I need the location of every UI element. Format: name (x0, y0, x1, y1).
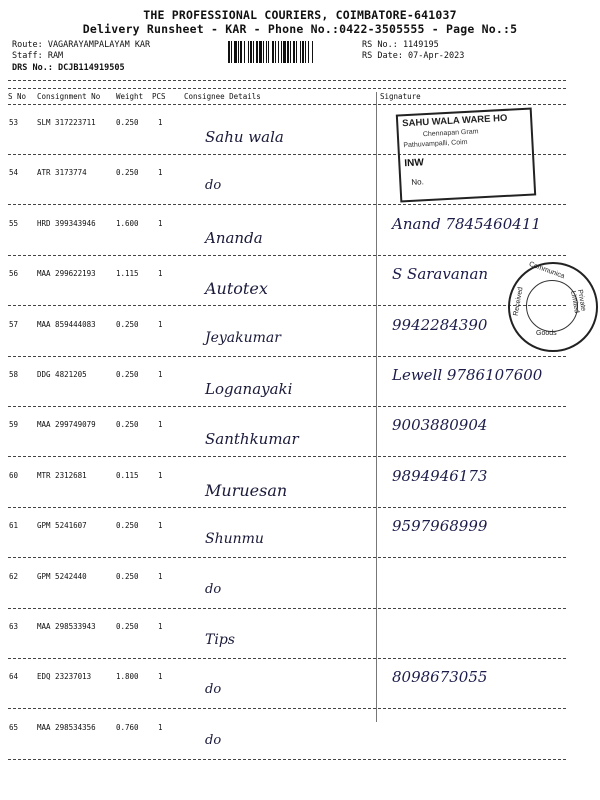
row-consignment: GPM 5241607 (37, 521, 87, 530)
row-consignee: Shunmu (205, 531, 264, 547)
row-pcs: 1 (158, 320, 163, 329)
row-consignment: SLM 317223711 (37, 118, 96, 127)
col-weight: Weight (116, 92, 144, 101)
row-weight: 0.250 (116, 420, 139, 429)
seal-inner-ring (526, 280, 578, 332)
row-signature: 9003880904 (392, 416, 488, 434)
warehouse-stamp (396, 108, 536, 203)
col-consignee: Consignee Details (184, 92, 261, 101)
row-sno: 62 (9, 572, 19, 581)
row-pcs: 1 (158, 219, 163, 228)
drs-number: DRS No.: DCJB114919505 (12, 63, 125, 73)
col-pcs: PCS (152, 92, 166, 101)
seal-text: Goods (536, 330, 557, 337)
row-sno: 56 (9, 269, 19, 278)
column-divider (8, 104, 566, 105)
row-consignment: GPM 5242440 (37, 572, 87, 581)
row-sno: 59 (9, 420, 19, 429)
row-signature: 9942284390 (392, 316, 488, 334)
row-pcs: 1 (158, 370, 163, 379)
row-consignee: Ananda (205, 229, 263, 247)
row-divider (8, 759, 566, 760)
row-divider (8, 507, 566, 508)
row-pcs: 1 (158, 521, 163, 530)
row-weight: 0.250 (116, 622, 139, 631)
row-consignment: MAA 298534356 (37, 723, 96, 732)
row-consignee: Tips (205, 632, 235, 648)
barcode (228, 41, 356, 63)
row-weight: 0.250 (116, 521, 139, 530)
stamp-line: Pathuvampalli, Coim (403, 138, 468, 150)
seal-text: Private Limited (569, 289, 587, 314)
row-pcs: 1 (158, 471, 163, 480)
row-pcs: 1 (158, 168, 163, 177)
row-consignee: do (205, 682, 222, 697)
row-consignee: do (205, 733, 222, 748)
row-consignee: Autotex (205, 279, 268, 298)
row-weight: 0.250 (116, 168, 139, 177)
row-consignment: MTR 2312681 (37, 471, 87, 480)
header-divider (8, 80, 566, 81)
row-sno: 53 (9, 118, 19, 127)
seal-text: Received (512, 286, 525, 317)
rs-number: RS No.: 1149195 (362, 40, 439, 50)
col-signature: Signature (380, 92, 421, 101)
row-sno: 54 (9, 168, 19, 177)
row-divider (8, 708, 566, 709)
row-consignment: MAA 859444083 (37, 320, 96, 329)
row-signature: 9894946173 (392, 467, 488, 485)
row-divider (8, 305, 566, 306)
row-consignee: Loganayaki (205, 380, 293, 398)
barcode-bar (313, 41, 315, 63)
row-weight: 0.250 (116, 370, 139, 379)
row-divider (8, 456, 566, 457)
row-weight: 0.760 (116, 723, 139, 732)
row-consignment: ATR 3173774 (37, 168, 87, 177)
row-sno: 64 (9, 672, 19, 681)
row-weight: 0.250 (116, 320, 139, 329)
staff-label: Staff: RAM (12, 51, 64, 61)
column-separator (376, 92, 377, 722)
row-consignee: do (205, 582, 222, 597)
row-weight: 1.115 (116, 269, 139, 278)
company-title: THE PROFESSIONAL COURIERS, COIMBATORE-641037 (143, 8, 457, 22)
stamp-line: No. (411, 177, 425, 187)
row-sno: 61 (9, 521, 19, 530)
row-consignee: Jeyakumar (205, 330, 281, 346)
row-consignee: Sahu wala (205, 128, 284, 146)
row-consignee: Santhkumar (205, 430, 299, 448)
row-divider (8, 255, 566, 256)
runsheet-title: Delivery Runsheet - KAR - Phone No.:0422-3505555 - Page No.:5 (82, 22, 518, 36)
row-divider (8, 406, 566, 407)
stamp-line: SAHU WALA WARE HO (401, 112, 508, 130)
row-signature: 9597968999 (392, 517, 488, 535)
row-weight: 1.800 (116, 672, 139, 681)
row-divider (8, 204, 566, 205)
row-sno: 60 (9, 471, 19, 480)
col-sno: S No (8, 92, 27, 101)
row-pcs: 1 (158, 118, 163, 127)
row-pcs: 1 (158, 572, 163, 581)
row-weight: 0.115 (116, 471, 139, 480)
seal-text: Communica (527, 260, 566, 281)
row-sno: 58 (9, 370, 19, 379)
row-signature: Anand 7845460411 (392, 215, 541, 233)
row-signature: 8098673055 (392, 668, 488, 686)
row-pcs: 1 (158, 420, 163, 429)
row-divider (8, 608, 566, 609)
row-divider (8, 557, 566, 558)
row-consignment: DDG 4821205 (37, 370, 87, 379)
row-sno: 57 (9, 320, 19, 329)
row-pcs: 1 (158, 723, 163, 732)
row-sno: 63 (9, 622, 19, 631)
row-consignment: EDQ 23237013 (37, 672, 92, 681)
row-consignment: MAA 298533943 (37, 622, 96, 631)
row-pcs: 1 (158, 622, 163, 631)
row-consignee: do (205, 178, 222, 193)
row-signature: Lewell 9786107600 (392, 366, 543, 384)
rs-date: RS Date: 07-Apr-2023 (362, 51, 465, 61)
row-sno: 55 (9, 219, 19, 228)
stamp-line: INW (404, 157, 425, 170)
row-sno: 65 (9, 723, 19, 732)
row-divider (8, 356, 566, 357)
stamp-line: Chennapan Gram (422, 128, 479, 139)
row-consignment: MAA 299622193 (37, 269, 96, 278)
row-weight: 0.250 (116, 572, 139, 581)
received-goods-seal (508, 262, 598, 352)
row-consignment: MAA 299749079 (37, 420, 96, 429)
row-weight: 0.250 (116, 118, 139, 127)
row-pcs: 1 (158, 269, 163, 278)
row-pcs: 1 (158, 672, 163, 681)
row-signature: S Saravanan (392, 265, 489, 283)
row-consignment: HRD 399343946 (37, 219, 96, 228)
route-label: Route: VAGARAYAMPALAYAM KAR (12, 40, 151, 50)
row-consignee: Muruesan (205, 481, 288, 500)
row-divider (8, 658, 566, 659)
col-consignment: Consignment No (37, 92, 101, 101)
row-weight: 1.600 (116, 219, 139, 228)
header-divider (8, 88, 566, 89)
